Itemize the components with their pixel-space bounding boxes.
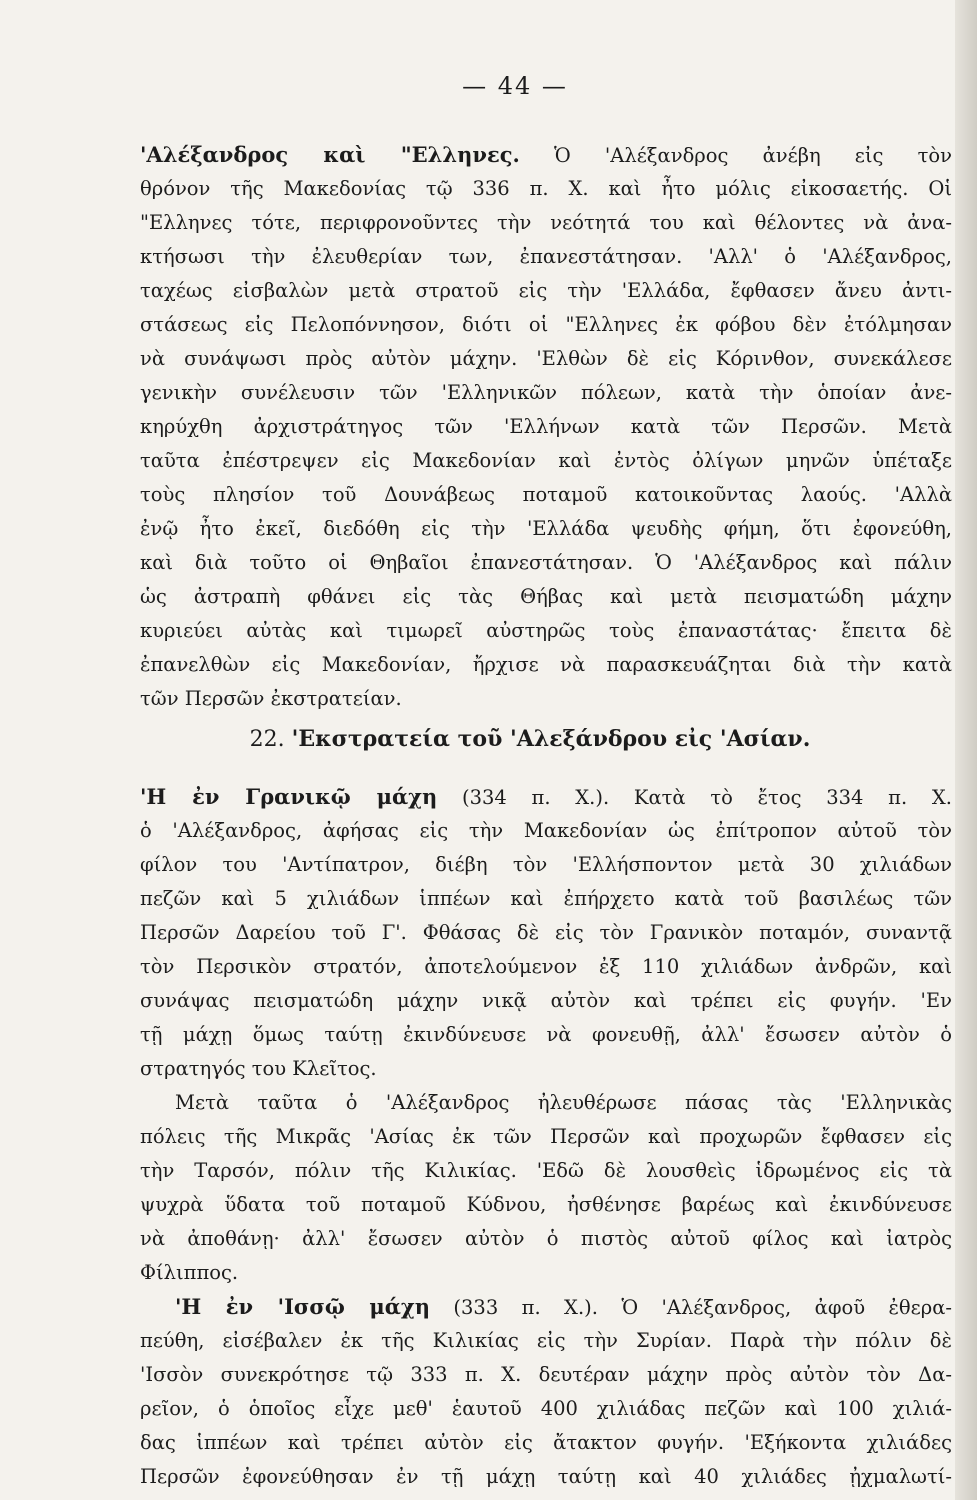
text-line: νὰ ἀποθάνῃ· ἀλλ' ἔσωσεν αὐτὸν ὁ πιστὸς αὐτοῦ φίλος καὶ ἰατρὸς <box>140 1227 952 1250</box>
page-number: — 44 — <box>462 72 568 100</box>
text-line: ψυχρὰ ὕδατα τοῦ ποταμοῦ Κύδνου, ἠσθένησε βαρέως καὶ ἐκινδύνευσε <box>140 1193 952 1216</box>
text-line: στάσεως εἰς Πελοπόννησον, διότι οἱ "Ελληνες ἐκ φόβου δὲν ἐτόλμησαν <box>140 313 952 336</box>
text-line: κτήσωσι τὴν ἐλευθερίαν των, ἐπανεστάτησαν. 'Αλλ' ὁ 'Αλέξανδρος, <box>140 245 952 268</box>
text-line: νὰ συνάψωσι πρὸς αὐτὸν μάχην. 'Ελθὼν δὲ εἰς Κόρινθον, συνεκάλεσε <box>140 347 952 370</box>
text-line: γενικὴν συνέλευσιν τῶν 'Ελληνικῶν πόλεων, κατὰ τὴν ὁποίαν ἀνε- <box>140 381 952 404</box>
text-line: τὴν Ταρσόν, πόλιν τῆς Κιλικίας. 'Εδῶ δὲ λουσθεὶς ἱδρωμένος εἰς τὰ <box>140 1159 952 1182</box>
text-line: πεύθη, εἰσέβαλεν ἐκ τῆς Κιλικίας εἰς τὴν Συρίαν. Παρὰ τὴν πόλιν δὲ <box>140 1329 952 1352</box>
section-title: 'Εκστρατεία τοῦ 'Αλεξάνδρου εἰς 'Ασίαν. <box>291 726 811 752</box>
text-line: τῶν Περσῶν ἐκστρατείαν. <box>140 687 402 710</box>
text-line: πόλεις τῆς Μικρᾶς 'Ασίας ἐκ τῶν Περσῶν καὶ προχωρῶν ἔφθασεν εἰς <box>140 1125 952 1148</box>
text-line: ὁ 'Αλέξανδρος, ἀφήσας εἰς τὴν Μακεδονίαν ὡς ἐπίτροπον αὐτοῦ τὸν <box>140 819 952 842</box>
text-line: ἐπανελθὼν εἰς Μακεδονίαν, ἤρχισε νὰ παρασκευάζηται διὰ τὴν κατὰ <box>140 653 952 676</box>
text-line: πεζῶν καὶ 5 χιλιάδων ἱππέων καὶ ἐπήρχετο κατὰ τοῦ βασιλέως τῶν <box>140 887 952 910</box>
text-line: 'Η ἐν Γρανικῷ μάχη (334 π. Χ.). Κατὰ τὸ ἔτος 334 π. Χ. <box>140 784 952 809</box>
text-line: καὶ διὰ τοῦτο οἱ Θηβαῖοι ἐπανεστάτησαν. Ὁ 'Αλέξανδρος καὶ πάλιν <box>140 551 952 574</box>
text-line: δας ἱππέων καὶ τρέπει αὐτὸν εἰς ἄτακτον φυγήν. 'Εξήκοντα χιλιάδες <box>140 1431 952 1454</box>
text-line: Περσῶν ἐφονεύθησαν ἐν τῇ μάχῃ ταύτῃ καὶ 40 χιλιάδες ᾐχμαλωτί- <box>140 1465 952 1488</box>
text-line: "Ελληνες τότε, περιφρονοῦντες τὴν νεότητά του καὶ θέλοντες νὰ ἀνα- <box>140 211 952 234</box>
text-line: ρεῖον, ὁ ὁποῖος εἶχε μεθ' ἑαυτοῦ 400 χιλιάδας πεζῶν καὶ 100 χιλιά- <box>140 1397 952 1420</box>
text-line: κηρύχθη ἀρχιστράτηγος τῶν 'Ελλήνων κατὰ τῶν Περσῶν. Μετὰ <box>140 415 952 438</box>
section-heading <box>0 722 977 757</box>
text-line: 'Η ἐν 'Ισσῷ μάχη (333 π. Χ.). Ὁ 'Αλέξανδρος, ἀφοῦ ἐθερα- <box>175 1294 952 1319</box>
text-line: φίλον του 'Αντίπατρον, διέβη τὸν 'Ελλήσποντον μετὰ 30 χιλιάδων <box>140 853 952 876</box>
section-number: 22. <box>249 727 285 752</box>
text-line: Μετὰ ταῦτα ὁ 'Αλέξανδρος ἠλευθέρωσε πάσας τὰς 'Ελληνικὰς <box>175 1091 952 1114</box>
text-line: τῇ μάχῃ ὅμως ταύτῃ ἐκινδύνευσε νὰ φονευθῇ, ἀλλ' ἔσωσεν αὐτὸν ὁ <box>140 1023 952 1046</box>
text-line: θρόνον τῆς Μακεδονίας τῷ 336 π. Χ. καὶ ἦτο μόλις εἰκοσαετής. Οἱ <box>140 177 952 200</box>
section-lead: 'Αλέξανδρος καὶ "Ελληνες. <box>140 142 520 167</box>
text-line: 'Ισσὸν συνεκρότησε τῷ 333 π. Χ. δευτέραν μάχην πρὸς αὐτὸν τὸν Δα- <box>140 1363 952 1386</box>
text-line: Φίλιππος. <box>140 1261 239 1284</box>
text-line: Περσῶν Δαρείου τοῦ Γ'. Φθάσας δὲ εἰς τὸν Γρανικὸν ποταμόν, συναντᾷ <box>140 921 952 944</box>
section-lead: 'Η ἐν Γρανικῷ μάχη <box>140 784 438 809</box>
text-line: συνάψας πεισματώδη μάχην νικᾷ αὐτὸν καὶ τρέπει εἰς φυγήν. 'Εν <box>140 989 952 1012</box>
text-line: στρατηγός του Κλεῖτος. <box>140 1057 377 1080</box>
text-line: ὡς ἀστραπὴ φθάνει εἰς τὰς Θήβας καὶ μετὰ πεισματώδη μάχην <box>140 585 952 608</box>
text-line: 'Αλέξανδρος καὶ "Ελληνες. Ὁ 'Αλέξανδρος ἀνέβη εἰς τὸν <box>140 142 953 167</box>
text-line: ταχέως εἰσβαλὼν μετὰ στρατοῦ εἰς τὴν 'Ελλάδα, ἔφθασεν ἄνευ ἀντι- <box>140 279 952 302</box>
text-line: τὸν Περσικὸν στρατόν, ἀποτελούμενον ἐξ 110 χιλιάδων ἀνδρῶν, καὶ <box>140 955 952 978</box>
section-lead: 'Η ἐν 'Ισσῷ μάχη <box>175 1294 430 1319</box>
text-line: τοὺς πλησίον τοῦ Δουνάβεως ποταμοῦ κατοικοῦντας λαούς. 'Αλλὰ <box>140 483 952 506</box>
text-line: ταῦτα ἐπέστρεψεν εἰς Μακεδονίαν καὶ ἐντὸς ὀλίγων μηνῶν ὑπέταξε <box>140 449 952 472</box>
text-line: ἐνῷ ἦτο ἐκεῖ, διεδόθη εἰς τὴν 'Ελλάδα ψευδὴς φήμη, ὅτι ἐφονεύθη, <box>140 517 952 540</box>
text-line: κυριεύει αὐτὰς καὶ τιμωρεῖ αὐστηρῶς τοὺς ἐπαναστάτας· ἔπειτα δὲ <box>140 619 952 642</box>
